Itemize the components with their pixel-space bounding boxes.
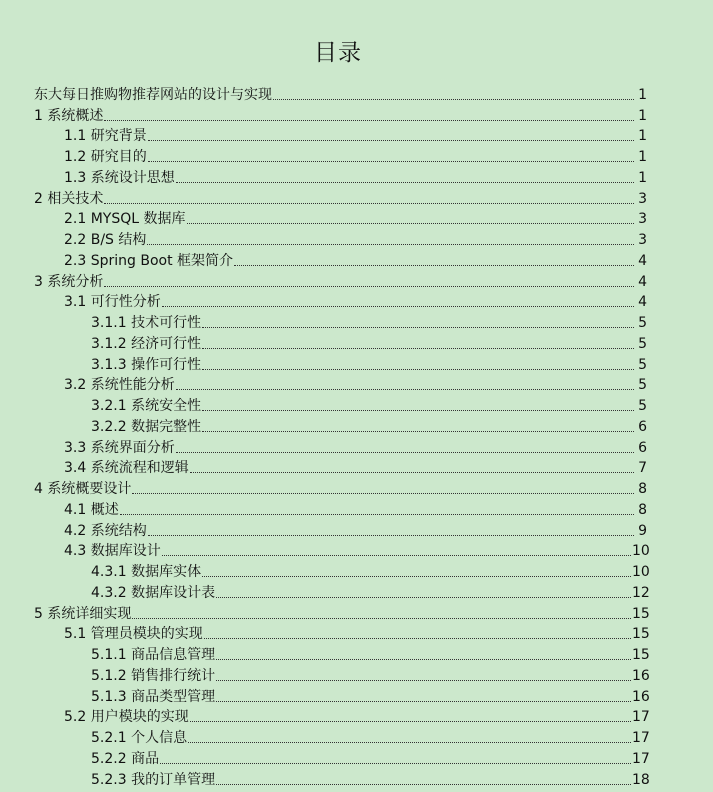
toc-entry[interactable] — [0, 458, 647, 479]
toc-entry[interactable] — [0, 354, 647, 375]
toc-entry[interactable] — [0, 499, 647, 520]
toc-page-number: 1 — [638, 169, 647, 186]
toc-entry[interactable] — [0, 105, 647, 126]
toc-page-number: 17 — [632, 750, 650, 767]
toc-entry[interactable] — [0, 520, 647, 541]
toc-entry[interactable] — [0, 686, 650, 707]
toc-dot-leader — [104, 202, 634, 204]
toc-page-number: 15 — [632, 605, 650, 622]
toc-entry-text: 1.1 研究背景 — [64, 128, 147, 145]
toc-dot-leader — [202, 326, 634, 328]
toc-entry-text: 3.1 可行性分析 — [64, 294, 161, 311]
toc-entry-text: 3.2.1 系统安全性 — [91, 398, 202, 414]
toc-dot-leader — [132, 617, 631, 619]
toc-page-number: 12 — [632, 584, 650, 601]
toc-entry[interactable] — [0, 126, 647, 147]
toc-dot-leader — [202, 409, 634, 411]
toc-page-number: 18 — [632, 771, 650, 788]
toc-dot-leader — [160, 762, 631, 764]
toc-dot-leader — [188, 741, 631, 743]
toc-page-number: 3 — [638, 190, 647, 207]
toc-dot-leader — [148, 139, 634, 141]
toc-entry[interactable] — [0, 395, 647, 416]
toc-entry-text: 2 相关技术 — [34, 190, 104, 207]
toc-dot-leader — [216, 679, 631, 681]
toc-entry-text: 3.1.1 技术可行性 — [91, 315, 202, 331]
toc-page-number: 6 — [638, 418, 647, 435]
toc-dot-leader — [204, 637, 631, 639]
toc-dot-leader — [234, 264, 634, 266]
toc-dot-leader — [162, 554, 631, 556]
toc-dot-leader — [190, 471, 634, 473]
toc-dot-leader — [216, 658, 631, 660]
toc-entry-text: 4.1 概述 — [64, 501, 119, 518]
toc-entry-text: 3.2.2 数据完整性 — [91, 418, 202, 435]
toc-entry-text: 4.3.2 数据库设计表 — [91, 584, 216, 601]
toc-page-number: 16 — [632, 688, 650, 705]
toc-entry-text: 1.3 系统设计思想 — [64, 169, 175, 186]
toc-dot-leader — [273, 98, 634, 100]
toc-dot-leader — [216, 700, 631, 702]
toc-dot-leader — [176, 181, 634, 183]
toc-entry-text: 5.1.1 商品信息管理 — [91, 647, 216, 663]
toc-page-number: 5 — [638, 356, 647, 373]
toc-page-number: 15 — [632, 626, 650, 643]
toc-dot-leader — [147, 243, 634, 245]
toc-page-number: 1 — [638, 128, 647, 145]
toc-page-number: 4 — [638, 294, 647, 311]
toc-page-number: 3 — [638, 232, 647, 248]
toc-page-number: 6 — [638, 439, 647, 456]
toc-entry-text: 3.1.2 经济可行性 — [91, 335, 202, 352]
toc-entry-text: 5.2.3 我的订单管理 — [91, 771, 216, 788]
toc-page-number: 15 — [632, 647, 650, 663]
toc-page-number: 17 — [632, 730, 650, 746]
toc-entry[interactable] — [0, 229, 647, 250]
toc-entry[interactable] — [0, 209, 647, 230]
toc-entry-text: 3.4 系统流程和逻辑 — [64, 460, 189, 477]
table-of-contents — [0, 84, 713, 790]
toc-dot-leader — [120, 513, 634, 515]
toc-entry-text: 3 系统分析 — [34, 273, 104, 290]
toc-page-number: 9 — [638, 522, 647, 539]
toc-dot-leader — [202, 430, 634, 432]
toc-page-number: 5 — [638, 335, 647, 352]
toc-dot-leader — [176, 451, 634, 453]
toc-page-number: 8 — [638, 501, 647, 518]
toc-entry[interactable] — [0, 250, 647, 271]
toc-entry[interactable] — [0, 769, 650, 790]
toc-entry-text: 东大每日推购物推荐网站的设计与实现 — [34, 86, 272, 103]
toc-dot-leader — [148, 160, 634, 162]
toc-entry[interactable] — [0, 707, 650, 728]
toc-dot-leader — [162, 305, 634, 307]
toc-entry[interactable] — [0, 312, 647, 333]
toc-page-number: 1 — [638, 107, 647, 124]
toc-entry[interactable] — [0, 727, 650, 748]
toc-entry[interactable] — [0, 84, 647, 105]
toc-entry[interactable] — [0, 271, 647, 292]
toc-dot-leader — [104, 285, 634, 287]
toc-dot-leader — [202, 575, 631, 577]
toc-entry-text: 5.1.2 销售排行统计 — [91, 667, 216, 684]
toc-entry-text: 1 系统概述 — [34, 107, 104, 124]
toc-entry[interactable] — [0, 437, 647, 458]
toc-entry-text: 2.2 B/S 结构 — [64, 232, 147, 248]
toc-page-number: 4 — [638, 273, 647, 290]
toc-entry[interactable] — [0, 582, 650, 603]
toc-dot-leader — [176, 388, 634, 390]
toc-entry-text: 4.2 系统结构 — [64, 522, 147, 539]
toc-entry-text: 4.3.1 数据库实体 — [91, 564, 202, 580]
toc-entry[interactable] — [0, 665, 650, 686]
toc-entry-text: 5.2 用户模块的实现 — [64, 709, 189, 726]
toc-page-number: 8 — [638, 481, 647, 497]
toc-entry[interactable] — [0, 748, 650, 769]
toc-entry[interactable] — [0, 167, 647, 188]
toc-entry[interactable] — [0, 561, 650, 582]
toc-entry[interactable] — [0, 292, 647, 313]
toc-page-number: 1 — [638, 149, 647, 165]
toc-entry-text: 4.3 数据库设计 — [64, 543, 161, 560]
toc-entry[interactable] — [0, 375, 647, 396]
toc-title: 目录 — [314, 40, 362, 66]
toc-entry[interactable] — [0, 416, 647, 437]
toc-dot-leader — [216, 783, 631, 785]
toc-entry-text: 2.3 Spring Boot 框架简介 — [64, 252, 234, 269]
toc-page-number: 5 — [638, 315, 647, 331]
toc-entry-text: 5.1 管理员模块的实现 — [64, 626, 203, 643]
toc-dot-leader — [187, 222, 634, 224]
toc-entry[interactable] — [0, 624, 650, 645]
toc-entry-text: 5.2.1 个人信息 — [91, 730, 188, 746]
toc-entry-text: 2.1 MYSQL 数据库 — [64, 211, 186, 228]
toc-entry-text: 1.2 研究目的 — [64, 149, 147, 165]
toc-dot-leader — [190, 720, 631, 722]
toc-entry[interactable] — [0, 188, 647, 209]
toc-page-number: 5 — [638, 377, 647, 394]
toc-entry-text: 3.3 系统界面分析 — [64, 439, 175, 456]
toc-page-number: 4 — [638, 252, 647, 269]
toc-entry-text: 5 系统详细实现 — [34, 605, 132, 622]
toc-dot-leader — [132, 492, 634, 494]
toc-entry-text: 5.1.3 商品类型管理 — [91, 688, 216, 705]
toc-page-number: 16 — [632, 667, 650, 684]
toc-dot-leader — [202, 368, 634, 370]
toc-page-number: 3 — [638, 211, 647, 228]
toc-page-number: 10 — [632, 543, 650, 560]
toc-dot-leader — [202, 347, 634, 349]
toc-page-number: 7 — [638, 460, 647, 477]
toc-entry[interactable] — [0, 146, 647, 167]
toc-page-number: 5 — [638, 398, 647, 414]
toc-page-number: 10 — [632, 564, 650, 580]
toc-page-number: 17 — [632, 709, 650, 726]
toc-entry-text: 4 系统概要设计 — [34, 481, 132, 497]
toc-entry-text: 3.1.3 操作可行性 — [91, 356, 202, 373]
toc-dot-leader — [104, 119, 634, 121]
toc-dot-leader — [148, 534, 634, 536]
toc-entry[interactable] — [0, 541, 650, 562]
toc-entry[interactable] — [0, 644, 650, 665]
toc-entry[interactable] — [0, 333, 647, 354]
toc-entry[interactable] — [0, 478, 647, 499]
toc-entry-text: 3.2 系统性能分析 — [64, 377, 175, 394]
toc-entry[interactable] — [0, 603, 650, 624]
toc-page-number: 1 — [638, 86, 647, 103]
toc-dot-leader — [216, 596, 631, 598]
toc-entry-text: 5.2.2 商品 — [91, 750, 160, 767]
